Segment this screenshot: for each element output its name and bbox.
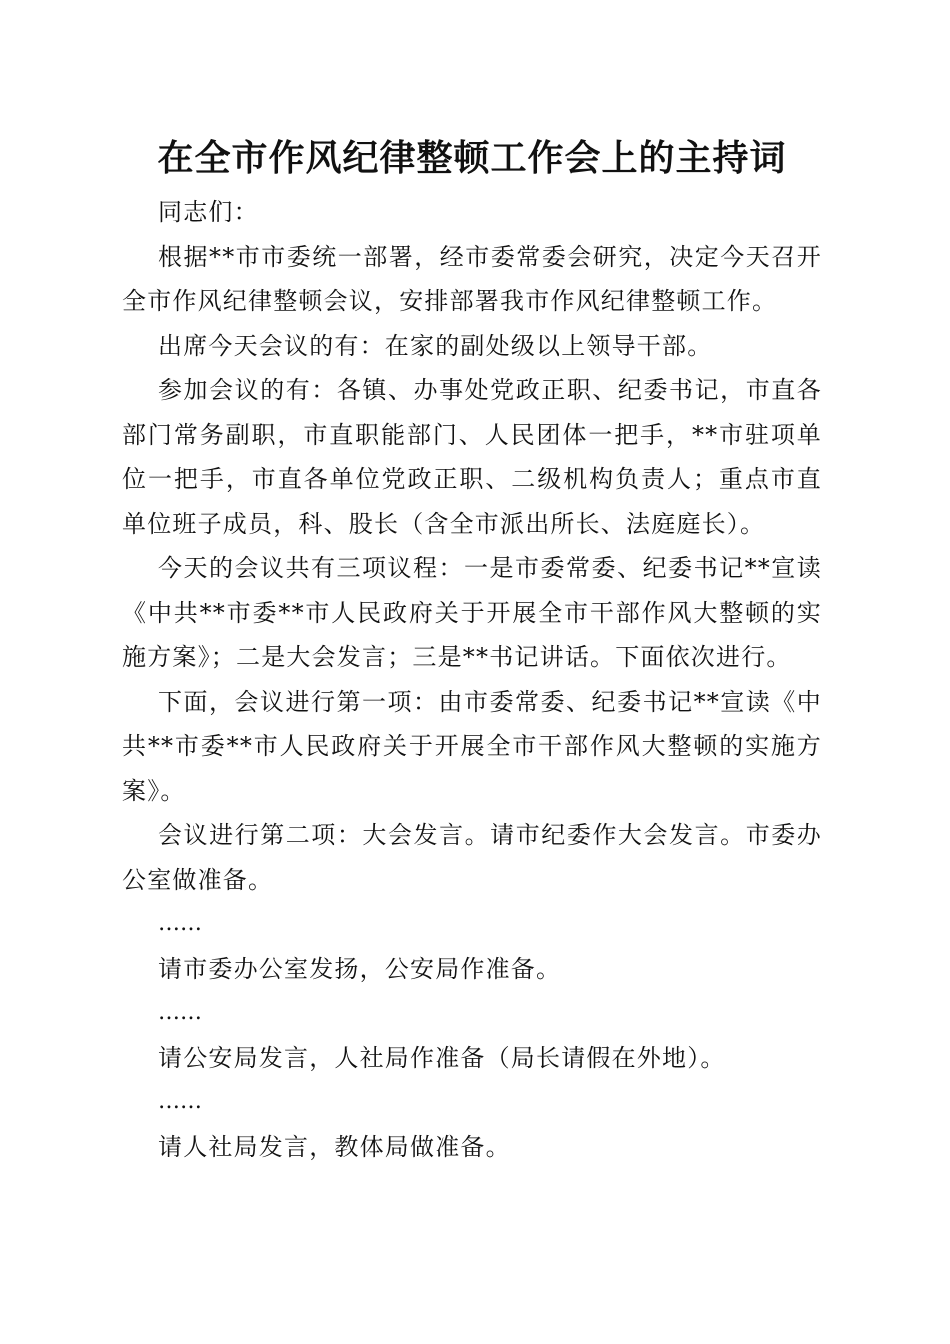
paragraph-participants: 参加会议的有：各镇、办事处党政正职、纪委书记，市直各部门常务副职，市直职能部门、人民团体一把手，**市驻项单位一把手，市直各单位党政正职、二级机构负责人；重点市直单位班子成员，科、股长（含全市派出所长、法庭庭长）。 [122, 376, 822, 538]
ellipsis-line: …… [158, 911, 202, 936]
paragraph-deployment: 根据**市市委统一部署，经市委常委会研究，决定今天召开全市作风纪律整顿会议，安排部署我市作风纪律整顿工作。 [122, 242, 822, 315]
speaker-line: 请人社局发言，教体局做准备。 [158, 1132, 511, 1161]
paragraph-item-one: 下面，会议进行第一项：由市委常委、纪委书记**宣读《中共**市委**市人民政府关于开展全市干部作风大整顿的实施方案》。 [122, 687, 822, 805]
document-title: 在全市作风纪律整顿工作会上的主持词 [157, 137, 787, 179]
paragraph-attendees: 出席今天会议的有：在家的副处级以上领导干部。 [158, 331, 713, 360]
document-page [122, 128, 822, 1169]
ellipsis-line: …… [158, 1000, 202, 1025]
speaker-line: 请市委办公室发扬，公安局作准备。 [158, 954, 562, 983]
speaker-line: 请公安局发言，人社局作准备（局长请假在外地）。 [158, 1043, 726, 1072]
greeting: 同志们： [158, 198, 259, 226]
ellipsis-line: …… [158, 1089, 202, 1114]
paragraph-agenda: 今天的会议共有三项议程：一是市委常委、纪委书记**宣读《中共**市委**市人民政府关于开展全市干部作风大整顿的实施方案》；二是大会发言；三是**书记讲话。下面依次进行。 [122, 554, 822, 671]
paragraph-item-two: 会议进行第二项：大会发言。请市纪委作大会发言。市委办公室做准备。 [122, 821, 822, 894]
